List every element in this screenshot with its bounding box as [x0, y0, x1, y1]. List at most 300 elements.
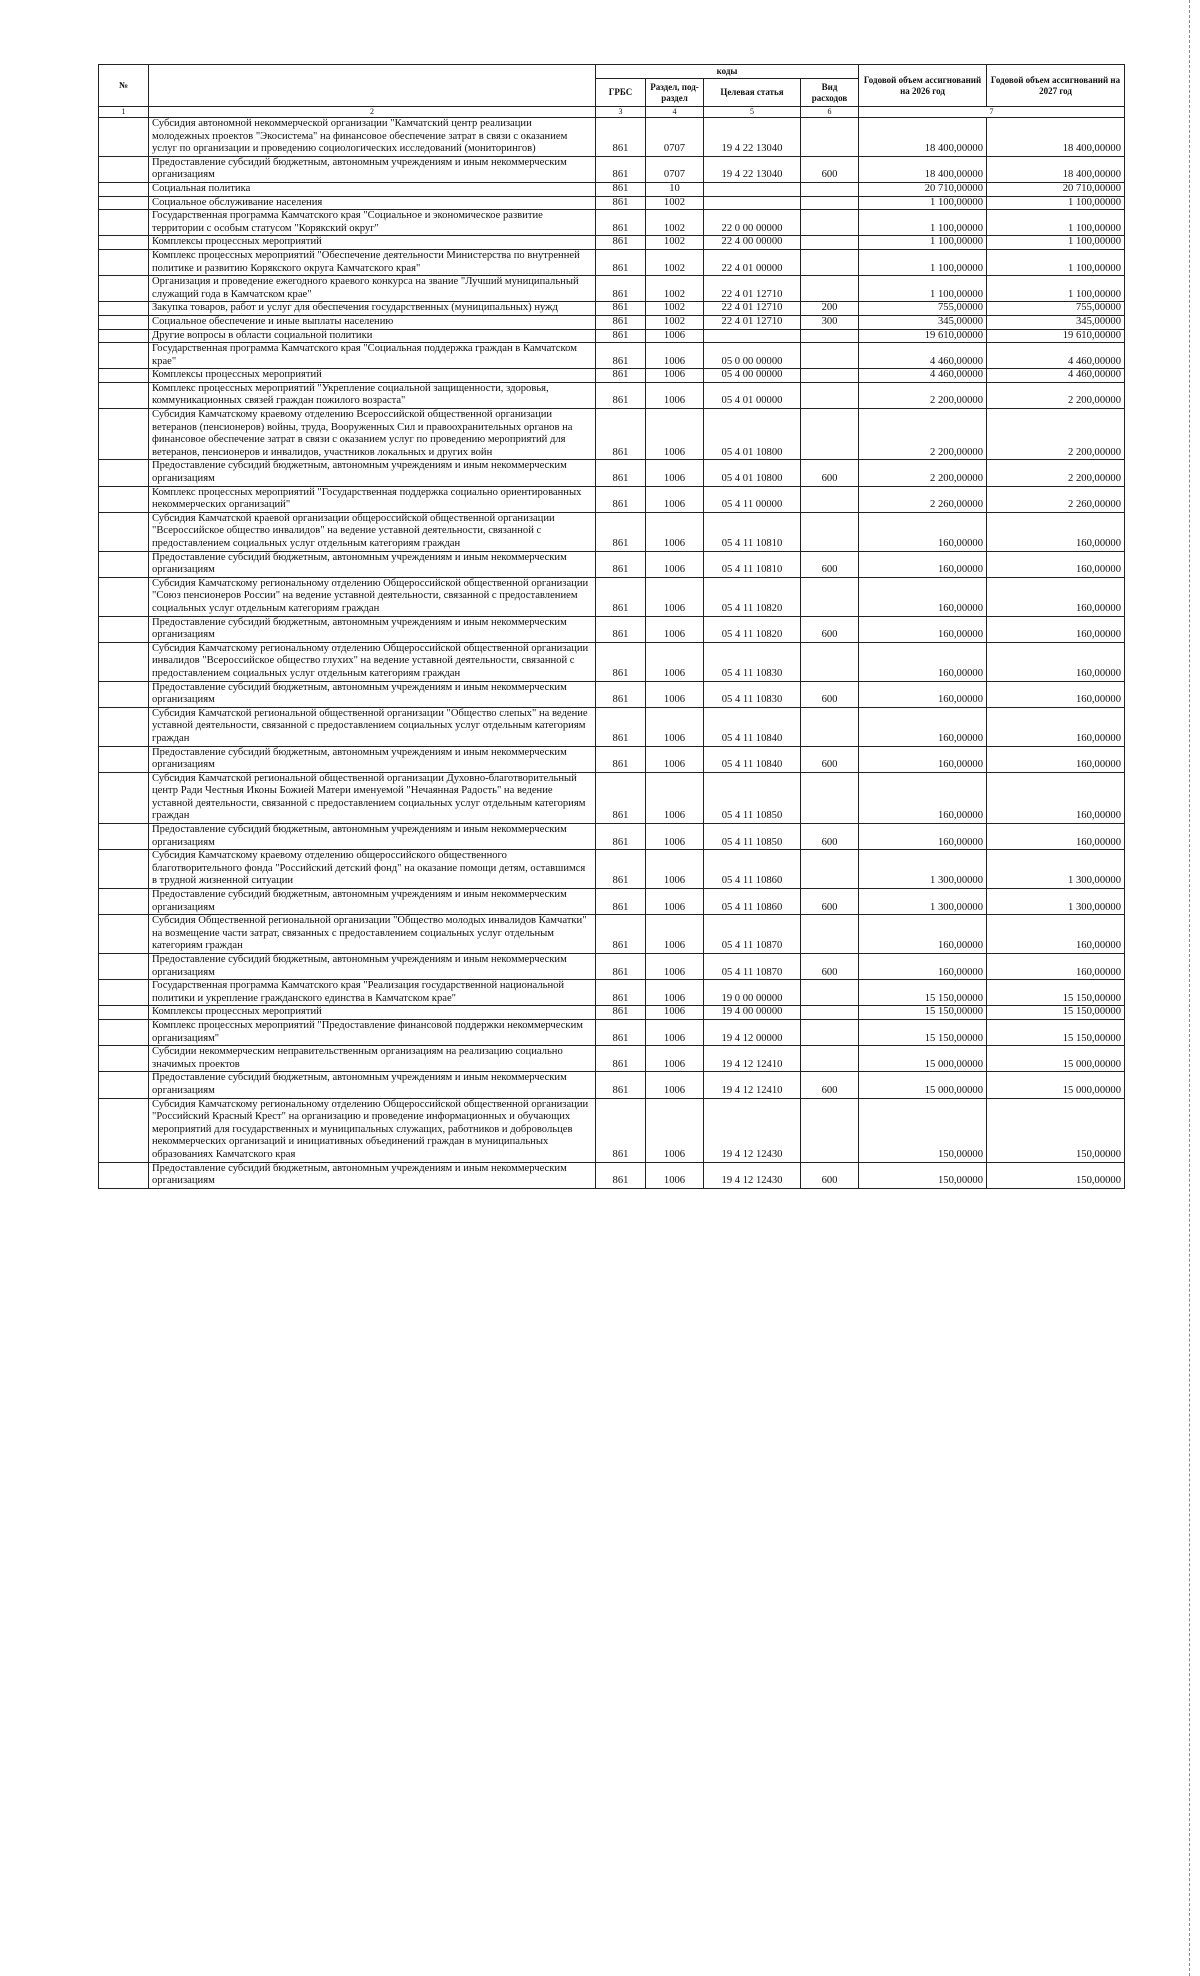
row-name: Субсидия Камчатской краевой организации общероссийской общественной организации "Всероссийское общество инвалидов" на ведение уставной деятельности, связанной с предоставлением социальных услуг отдельным категориям граждан	[149, 512, 596, 551]
row-name: Предоставление субсидий бюджетным, автономным учреждениям и иным некоммерческим организациям	[149, 824, 596, 850]
row-grbs: 861	[596, 980, 646, 1006]
row-amount-2027: 755,00000	[987, 302, 1125, 316]
header-2027: Годовой объем ассигнований на 2027 год	[987, 65, 1125, 107]
row-name: Комплекс процессных мероприятий "Укрепление социальной защищенности, здоровья, коммуникационных связей граждан пожилого возраста"	[149, 382, 596, 408]
row-amount-2027: 15 000,00000	[987, 1072, 1125, 1098]
row-section: 1006	[646, 382, 704, 408]
row-section: 1006	[646, 681, 704, 707]
row-section: 1006	[646, 486, 704, 512]
row-amount-2027: 160,00000	[987, 954, 1125, 980]
row-grbs: 861	[596, 486, 646, 512]
row-amount-2027: 18 400,00000	[987, 156, 1125, 182]
row-exp-type: 600	[801, 1162, 859, 1188]
row-exp-type	[801, 1006, 859, 1020]
colnum-5: 5	[704, 107, 801, 118]
row-amount-2026: 2 200,00000	[859, 460, 987, 486]
row-exp-type	[801, 369, 859, 383]
row-exp-type	[801, 707, 859, 746]
row-target: 05 4 11 10810	[704, 551, 801, 577]
row-amount-2026: 1 300,00000	[859, 889, 987, 915]
row-grbs: 861	[596, 1019, 646, 1045]
row-amount-2026: 15 000,00000	[859, 1046, 987, 1072]
row-num	[99, 1006, 149, 1020]
row-target: 05 4 11 10840	[704, 746, 801, 772]
row-amount-2026: 160,00000	[859, 512, 987, 551]
row-target: 05 4 00 00000	[704, 369, 801, 383]
row-num	[99, 915, 149, 954]
row-grbs: 861	[596, 369, 646, 383]
row-num	[99, 850, 149, 889]
row-section: 1002	[646, 210, 704, 236]
row-exp-type: 600	[801, 551, 859, 577]
row-amount-2026: 15 150,00000	[859, 1006, 987, 1020]
row-target: 05 4 11 10860	[704, 850, 801, 889]
header-grbs: ГРБС	[596, 79, 646, 107]
row-amount-2027: 1 100,00000	[987, 196, 1125, 210]
colnum-3: 3	[596, 107, 646, 118]
row-exp-type: 300	[801, 315, 859, 329]
budget-table	[98, 64, 1125, 1189]
table-row	[99, 1072, 1125, 1098]
row-amount-2026: 15 150,00000	[859, 1019, 987, 1045]
row-name: Социальная политика	[149, 182, 596, 196]
row-target: 05 4 11 10840	[704, 707, 801, 746]
colnum-2: 2	[149, 107, 596, 118]
row-num	[99, 616, 149, 642]
row-amount-2027: 20 710,00000	[987, 182, 1125, 196]
row-amount-2026: 2 260,00000	[859, 486, 987, 512]
row-name: Государственная программа Камчатского края "Социальная поддержка граждан в Камчатском крае"	[149, 343, 596, 369]
row-target: 19 4 22 13040	[704, 118, 801, 157]
table-row	[99, 681, 1125, 707]
row-amount-2026: 160,00000	[859, 915, 987, 954]
table-row	[99, 156, 1125, 182]
row-exp-type	[801, 577, 859, 616]
row-exp-type: 200	[801, 302, 859, 316]
row-grbs: 861	[596, 329, 646, 343]
row-target: 05 4 11 10820	[704, 577, 801, 616]
row-amount-2027: 1 100,00000	[987, 276, 1125, 302]
table-row	[99, 824, 1125, 850]
row-grbs: 861	[596, 249, 646, 275]
row-target: 05 0 00 00000	[704, 343, 801, 369]
row-section: 1006	[646, 642, 704, 681]
row-grbs: 861	[596, 236, 646, 250]
table-row	[99, 409, 1125, 460]
row-section: 1006	[646, 707, 704, 746]
colnum-6: 6	[801, 107, 859, 118]
colnum-4: 4	[646, 107, 704, 118]
row-amount-2027: 15 150,00000	[987, 980, 1125, 1006]
table-row	[99, 302, 1125, 316]
row-target: 05 4 11 10830	[704, 642, 801, 681]
row-grbs: 861	[596, 196, 646, 210]
row-num	[99, 302, 149, 316]
row-num	[99, 746, 149, 772]
row-name: Комплекс процессных мероприятий "Предоставление финансовой поддержки некоммерческим организациям"	[149, 1019, 596, 1045]
row-amount-2027: 19 610,00000	[987, 329, 1125, 343]
row-section: 1002	[646, 236, 704, 250]
row-target: 05 4 11 10820	[704, 616, 801, 642]
table-row	[99, 1162, 1125, 1188]
row-amount-2026: 2 200,00000	[859, 382, 987, 408]
table-row	[99, 276, 1125, 302]
row-target: 22 4 00 00000	[704, 236, 801, 250]
row-amount-2027: 160,00000	[987, 512, 1125, 551]
row-amount-2026: 1 100,00000	[859, 276, 987, 302]
row-amount-2027: 2 200,00000	[987, 382, 1125, 408]
table-row	[99, 329, 1125, 343]
row-section: 1006	[646, 1019, 704, 1045]
row-section: 1002	[646, 196, 704, 210]
row-target: 05 4 11 10830	[704, 681, 801, 707]
row-grbs: 861	[596, 512, 646, 551]
row-num	[99, 118, 149, 157]
row-amount-2027: 2 200,00000	[987, 409, 1125, 460]
row-amount-2027: 4 460,00000	[987, 343, 1125, 369]
row-amount-2026: 345,00000	[859, 315, 987, 329]
row-amount-2027: 160,00000	[987, 746, 1125, 772]
row-grbs: 861	[596, 156, 646, 182]
row-target: 19 4 12 12410	[704, 1046, 801, 1072]
row-target: 05 4 11 10860	[704, 889, 801, 915]
row-grbs: 861	[596, 1162, 646, 1188]
row-name: Предоставление субсидий бюджетным, автономным учреждениям и иным некоммерческим организациям	[149, 460, 596, 486]
row-num	[99, 512, 149, 551]
row-grbs: 861	[596, 954, 646, 980]
row-amount-2026: 160,00000	[859, 551, 987, 577]
row-exp-type: 600	[801, 156, 859, 182]
row-name: Субсидия автономной некоммерческой организации "Камчатский центр реализации молодежных проектов "Экосистема" на финансовое обеспечение затрат в связи с оказанием услуг по организации и проведению социологических исследований (мониторингов)	[149, 118, 596, 157]
row-target: 19 4 12 12430	[704, 1098, 801, 1162]
row-exp-type	[801, 382, 859, 408]
row-section: 1006	[646, 1006, 704, 1020]
row-section: 1006	[646, 409, 704, 460]
row-section: 1006	[646, 551, 704, 577]
row-name: Предоставление субсидий бюджетным, автономным учреждениям и иным некоммерческим организациям	[149, 746, 596, 772]
row-name: Организация и проведение ежегодного краевого конкурса на звание "Лучший муниципальный служащий года в Камчатском крае"	[149, 276, 596, 302]
row-num	[99, 980, 149, 1006]
row-amount-2027: 160,00000	[987, 772, 1125, 823]
row-section: 1006	[646, 915, 704, 954]
row-amount-2027: 150,00000	[987, 1098, 1125, 1162]
row-amount-2026: 4 460,00000	[859, 369, 987, 383]
row-num	[99, 1046, 149, 1072]
row-exp-type	[801, 642, 859, 681]
row-exp-type	[801, 249, 859, 275]
table-row	[99, 889, 1125, 915]
header-exp-type: Вид расходов	[801, 79, 859, 107]
row-target: 22 4 01 12710	[704, 302, 801, 316]
row-exp-type	[801, 182, 859, 196]
row-grbs: 861	[596, 616, 646, 642]
header-2026: Годовой объем ассигнований на 2026 год	[859, 65, 987, 107]
row-exp-type: 600	[801, 460, 859, 486]
row-section: 1006	[646, 824, 704, 850]
row-exp-type: 600	[801, 889, 859, 915]
row-target: 22 4 01 12710	[704, 315, 801, 329]
row-amount-2026: 160,00000	[859, 681, 987, 707]
row-section: 1006	[646, 1046, 704, 1072]
table-row	[99, 980, 1125, 1006]
row-name: Комплекс процессных мероприятий "Обеспечение деятельности Министерства по внутренней политике и развитию Корякского округа Камчатского края"	[149, 249, 596, 275]
row-section: 1006	[646, 1098, 704, 1162]
row-amount-2027: 1 100,00000	[987, 236, 1125, 250]
row-amount-2027: 15 150,00000	[987, 1006, 1125, 1020]
row-section: 1006	[646, 343, 704, 369]
row-section: 1006	[646, 1162, 704, 1188]
table-row	[99, 249, 1125, 275]
row-section: 1006	[646, 616, 704, 642]
row-name: Субсидия Общественной региональной организации "Общество молодых инвалидов Камчатки" на возмещение части затрат, связанных с предоставлением социальных услуг отдельным категориям граждан	[149, 915, 596, 954]
row-section: 1006	[646, 746, 704, 772]
row-amount-2027: 160,00000	[987, 577, 1125, 616]
row-grbs: 861	[596, 824, 646, 850]
row-exp-type	[801, 512, 859, 551]
table-row	[99, 551, 1125, 577]
row-section: 0707	[646, 156, 704, 182]
row-num	[99, 772, 149, 823]
row-num	[99, 1098, 149, 1162]
row-num	[99, 156, 149, 182]
row-name: Субсидия Камчатской региональной общественной организации "Общество слепых" на ведение уставной деятельности, связанной с предоставлением социальных услуг отдельным категориям граждан	[149, 707, 596, 746]
row-num	[99, 577, 149, 616]
row-exp-type	[801, 329, 859, 343]
row-amount-2026: 160,00000	[859, 707, 987, 746]
row-target: 05 4 11 10850	[704, 772, 801, 823]
row-grbs: 861	[596, 746, 646, 772]
table-row	[99, 210, 1125, 236]
table-row	[99, 196, 1125, 210]
row-num	[99, 486, 149, 512]
row-exp-type: 600	[801, 616, 859, 642]
row-amount-2027: 160,00000	[987, 616, 1125, 642]
row-section: 1006	[646, 329, 704, 343]
row-section: 1006	[646, 772, 704, 823]
row-name: Предоставление субсидий бюджетным, автономным учреждениям и иным некоммерческим организациям	[149, 616, 596, 642]
header-target: Целевая статья	[704, 79, 801, 107]
row-grbs: 861	[596, 642, 646, 681]
row-num	[99, 210, 149, 236]
row-name: Комплекс процессных мероприятий "Государственная поддержка социально ориентированных некоммерческих организаций"	[149, 486, 596, 512]
row-amount-2027: 160,00000	[987, 551, 1125, 577]
table-row	[99, 315, 1125, 329]
row-name: Предоставление субсидий бюджетным, автономным учреждениям и иным некоммерческим организациям	[149, 889, 596, 915]
row-amount-2026: 1 100,00000	[859, 249, 987, 275]
table-row	[99, 1046, 1125, 1072]
row-num	[99, 409, 149, 460]
row-amount-2026: 19 610,00000	[859, 329, 987, 343]
row-amount-2027: 1 300,00000	[987, 889, 1125, 915]
row-num	[99, 276, 149, 302]
row-num	[99, 954, 149, 980]
row-exp-type	[801, 409, 859, 460]
row-num	[99, 551, 149, 577]
table-row	[99, 772, 1125, 823]
row-grbs: 861	[596, 577, 646, 616]
row-target: 05 4 11 10850	[704, 824, 801, 850]
row-amount-2026: 160,00000	[859, 824, 987, 850]
row-num	[99, 707, 149, 746]
row-target	[704, 329, 801, 343]
row-grbs: 861	[596, 182, 646, 196]
row-amount-2027: 2 200,00000	[987, 460, 1125, 486]
row-num	[99, 1019, 149, 1045]
row-grbs: 861	[596, 1098, 646, 1162]
row-amount-2027: 160,00000	[987, 707, 1125, 746]
row-amount-2026: 18 400,00000	[859, 156, 987, 182]
row-amount-2026: 160,00000	[859, 577, 987, 616]
row-name: Предоставление субсидий бюджетным, автономным учреждениям и иным некоммерческим организациям	[149, 954, 596, 980]
table-row	[99, 616, 1125, 642]
row-amount-2026: 150,00000	[859, 1162, 987, 1188]
row-name: Социальное обслуживание населения	[149, 196, 596, 210]
row-amount-2026: 755,00000	[859, 302, 987, 316]
row-amount-2026: 15 000,00000	[859, 1072, 987, 1098]
row-exp-type	[801, 915, 859, 954]
table-row	[99, 915, 1125, 954]
row-amount-2026: 160,00000	[859, 746, 987, 772]
table-row	[99, 746, 1125, 772]
row-amount-2027: 160,00000	[987, 642, 1125, 681]
row-section: 1006	[646, 577, 704, 616]
row-exp-type	[801, 276, 859, 302]
row-section: 1002	[646, 315, 704, 329]
row-num	[99, 460, 149, 486]
row-grbs: 861	[596, 460, 646, 486]
row-section: 1002	[646, 276, 704, 302]
row-target: 05 4 11 10870	[704, 915, 801, 954]
table-row	[99, 512, 1125, 551]
table-row	[99, 577, 1125, 616]
row-amount-2027: 160,00000	[987, 915, 1125, 954]
row-exp-type	[801, 236, 859, 250]
row-amount-2027: 1 100,00000	[987, 210, 1125, 236]
row-name: Субсидия Камчатскому краевому отделению Всероссийской общественной организации ветеранов (пенсионеров) войны, труда, Вооруженных Сил и правоохранительных органов на финансовое обеспечение затрат в связи с оказанием услуг по проведению мероприятий для ветеранов, пенсионеров и инвалидов, участников локальных и других войн	[149, 409, 596, 460]
row-target: 05 4 11 10870	[704, 954, 801, 980]
row-exp-type: 600	[801, 681, 859, 707]
row-name: Комплексы процессных мероприятий	[149, 1006, 596, 1020]
row-exp-type	[801, 486, 859, 512]
row-exp-type	[801, 118, 859, 157]
row-name: Субсидии некоммерческим неправительственным организациям на реализацию социально значимых проектов	[149, 1046, 596, 1072]
row-grbs: 861	[596, 681, 646, 707]
row-exp-type	[801, 980, 859, 1006]
table-row	[99, 382, 1125, 408]
row-amount-2026: 1 100,00000	[859, 210, 987, 236]
row-exp-type	[801, 850, 859, 889]
row-target: 22 4 01 00000	[704, 249, 801, 275]
header-name	[149, 65, 596, 107]
table-row	[99, 1006, 1125, 1020]
table-row	[99, 343, 1125, 369]
row-amount-2026: 160,00000	[859, 954, 987, 980]
row-target: 22 0 00 00000	[704, 210, 801, 236]
row-num	[99, 369, 149, 383]
row-grbs: 861	[596, 302, 646, 316]
row-num	[99, 681, 149, 707]
row-grbs: 861	[596, 551, 646, 577]
row-name: Предоставление субсидий бюджетным, автономным учреждениям и иным некоммерческим организациям	[149, 681, 596, 707]
row-section: 1006	[646, 954, 704, 980]
row-grbs: 861	[596, 1046, 646, 1072]
table-row	[99, 369, 1125, 383]
row-grbs: 861	[596, 707, 646, 746]
row-name: Государственная программа Камчатского края "Реализация государственной национальной политики и укрепление гражданского единства в Камчатском крае"	[149, 980, 596, 1006]
row-grbs: 861	[596, 409, 646, 460]
row-name: Субсидия Камчатскому региональному отделению Общероссийской общественной организации инвалидов "Всероссийское общество глухих" на ведение уставной деятельности, связанной с предоставлением социальных услуг отдельным категориям граждан	[149, 642, 596, 681]
header-num: №	[99, 65, 149, 107]
table-row	[99, 954, 1125, 980]
row-grbs: 861	[596, 772, 646, 823]
row-grbs: 861	[596, 915, 646, 954]
row-amount-2026: 160,00000	[859, 616, 987, 642]
row-num	[99, 329, 149, 343]
row-amount-2026: 4 460,00000	[859, 343, 987, 369]
row-target: 05 4 01 10800	[704, 409, 801, 460]
row-section: 10	[646, 182, 704, 196]
row-exp-type	[801, 210, 859, 236]
row-amount-2027: 160,00000	[987, 681, 1125, 707]
row-name: Государственная программа Камчатского края "Социальное и экономическое развитие территории с особым статусом "Корякский округ"	[149, 210, 596, 236]
row-target: 19 4 00 00000	[704, 1006, 801, 1020]
row-section: 1006	[646, 850, 704, 889]
row-amount-2026: 15 150,00000	[859, 980, 987, 1006]
row-amount-2026: 160,00000	[859, 642, 987, 681]
table-row	[99, 642, 1125, 681]
header-section: Раздел, под-раздел	[646, 79, 704, 107]
row-section: 1006	[646, 889, 704, 915]
row-exp-type: 600	[801, 954, 859, 980]
row-amount-2027: 15 000,00000	[987, 1046, 1125, 1072]
row-target: 19 0 00 00000	[704, 980, 801, 1006]
row-section: 1006	[646, 512, 704, 551]
row-grbs: 861	[596, 343, 646, 369]
row-amount-2027: 345,00000	[987, 315, 1125, 329]
row-target	[704, 182, 801, 196]
row-name: Предоставление субсидий бюджетным, автономным учреждениям и иным некоммерческим организациям	[149, 1162, 596, 1188]
row-num	[99, 382, 149, 408]
row-target: 22 4 01 12710	[704, 276, 801, 302]
row-name: Комплексы процессных мероприятий	[149, 369, 596, 383]
row-num	[99, 182, 149, 196]
row-num	[99, 642, 149, 681]
row-amount-2026: 160,00000	[859, 772, 987, 823]
row-num	[99, 889, 149, 915]
row-num	[99, 315, 149, 329]
row-target: 19 4 22 13040	[704, 156, 801, 182]
page-edge	[1189, 0, 1190, 1976]
row-amount-2027: 18 400,00000	[987, 118, 1125, 157]
table-row	[99, 707, 1125, 746]
table-row	[99, 1098, 1125, 1162]
row-amount-2027: 150,00000	[987, 1162, 1125, 1188]
table-row	[99, 236, 1125, 250]
row-section: 1006	[646, 369, 704, 383]
header-codes: коды	[596, 65, 859, 79]
row-amount-2026: 1 100,00000	[859, 196, 987, 210]
row-target	[704, 196, 801, 210]
row-target: 19 4 12 12410	[704, 1072, 801, 1098]
row-grbs: 861	[596, 315, 646, 329]
row-target: 05 4 01 10800	[704, 460, 801, 486]
row-grbs: 861	[596, 850, 646, 889]
row-amount-2027: 1 100,00000	[987, 249, 1125, 275]
row-exp-type: 600	[801, 824, 859, 850]
row-section: 1002	[646, 249, 704, 275]
row-name: Субсидия Камчатскому краевому отделению общероссийского общественного благотворительного фонда "Российский детский фонд" на оказание помощи детям, оставшимся в трудной жизненной ситуации	[149, 850, 596, 889]
row-grbs: 861	[596, 118, 646, 157]
